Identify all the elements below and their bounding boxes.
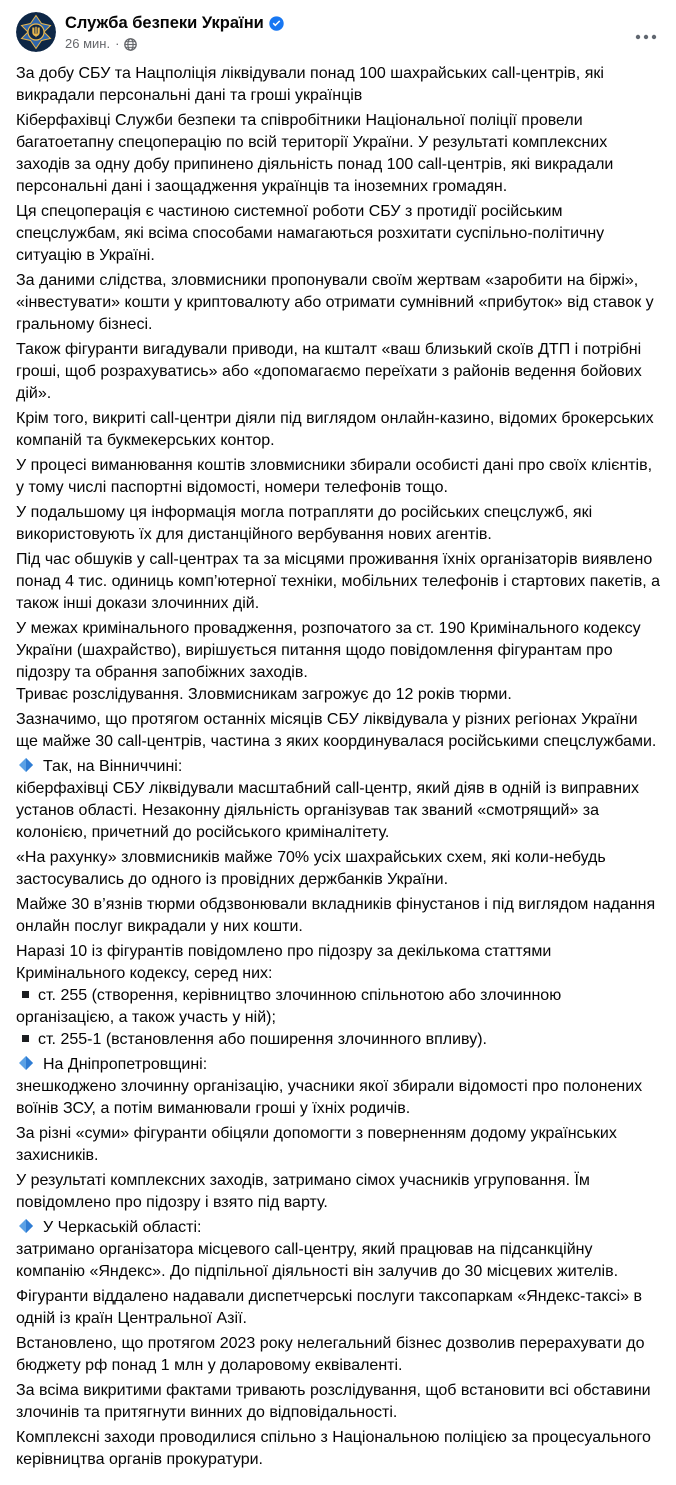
text-line <box>16 549 660 615</box>
text-line <box>16 618 660 684</box>
post-paragraph <box>16 1427 660 1471</box>
post-paragraph <box>16 63 660 107</box>
post-paragraph <box>16 339 660 405</box>
sbu-emblem-icon <box>16 39 56 52</box>
text-line <box>16 1170 660 1214</box>
post-paragraph <box>16 1123 660 1167</box>
text-line <box>16 455 660 499</box>
text-line <box>16 502 660 546</box>
paragraph-text: Фігуранти віддалено надавали диспетчерські послуги таксопаркам «Яндекс-таксі» в одній із країн Центральної Азії. <box>16 1288 642 1327</box>
text-line <box>16 1123 660 1167</box>
text-line <box>16 1076 660 1120</box>
paragraph-text: Також фігуранти вигадували приводи, на кшталт «ваш близький скоїв ДТП і потрібні гроші, щоб розрахуватись» або «допомагаємо переїхати з районів ведення бойових дій». <box>16 341 642 402</box>
paragraph-text: Комплексні заходи проводилися спільно з Національною поліцією за процесуального керівництва органів прокуратури. <box>16 1429 651 1468</box>
post-content <box>0 54 676 1485</box>
post-paragraph <box>16 549 660 615</box>
text-line <box>16 1380 660 1424</box>
post-paragraph <box>16 1217 660 1283</box>
text-line <box>16 1239 660 1283</box>
post-paragraph <box>16 408 660 452</box>
post-paragraph <box>16 502 660 546</box>
blue-diamond-bullet-icon <box>19 1218 33 1232</box>
bulleted-line <box>16 756 660 778</box>
paragraph-text: Встановлено, що протягом 2023 року нелегальний бізнес дозволив перерахувати до бюджету рф понад 1 млн у доларовому еквіваленті. <box>16 1335 645 1374</box>
post-paragraph <box>16 1333 660 1377</box>
paragraph-text: За всіма викритими фактами тривають розслідування, щоб встановити всі обставини злочинів та притягнути винних до відповідальності. <box>16 1382 651 1421</box>
text-line <box>16 63 660 107</box>
paragraph-text: Під час обшуків у call-центрах та за місцями проживання їхніх організаторів виявлено понад 4 тис. одиниць комп’ютерної техніки, мобільних телефонів і стартових пакетів, а також інші докази злочинних дій. <box>16 551 661 612</box>
paragraph-text: За добу СБУ та Нацполіція ліквідували понад 100 шахрайських call-центрів, які викрадали персональні дані та гроші українців <box>16 65 604 104</box>
text-line <box>16 709 660 753</box>
paragraph-text: затримано організатора місцевого call-центру, який працював на підсанкційну компанію «Яндекс». До підпільної діяльності він залучив до 30 місцевих жителів. <box>16 1241 619 1280</box>
blue-diamond-bullet-icon <box>19 1055 33 1069</box>
author-row <box>65 13 284 33</box>
paragraph-text: Кіберфахівці Служби безпеки та співробітники Національної поліції провели багатоетапну спецоперацію по всій території України. У результаті комплексних заходів за одну добу припинено діяльність понад 100 call-центрів, які викрадали персональні дані і заощадження українців та іноземних громадян. <box>16 112 614 195</box>
paragraph-text: «На рахунку» зловмисників майже 70% усіх шахрайських схем, які коли-небудь застосувались до одного із провідних держбанків України. <box>16 849 606 888</box>
post-paragraph <box>16 756 660 844</box>
paragraph-text: Ця спецоперація є частиною системної роботи СБУ з протидії російським спецслужбам, які всіма способами намагаються розхитати суспільно-політичну ситуацію в Україні. <box>16 203 605 264</box>
post-paragraph <box>16 894 660 938</box>
post-paragraph <box>16 1170 660 1214</box>
post-paragraph <box>16 1286 660 1330</box>
post-paragraph <box>16 941 660 1051</box>
post-options-button[interactable] <box>628 18 664 54</box>
post-paragraph <box>16 1380 660 1424</box>
post-paragraph <box>16 709 660 753</box>
text-line <box>16 1427 660 1471</box>
paragraph-text: У межах кримінального провадження, розпочатого за ст. 190 Кримінального кодексу України (шахрайство), вирішується питання щодо повідомлення фігурантам про підозру та обрання запобіжних заходів. <box>16 620 641 681</box>
paragraph-text: У подальшому ця інформація могла потрапляти до російських спецслужб, які використовують їх для дистанційного вербування нових агентів. <box>16 504 593 543</box>
meta-separator: · <box>115 36 120 51</box>
paragraph-text: ст. 255 (створення, керівництво злочинною спільнотою або злочинною організацією, а також участь у ній); <box>16 987 562 1026</box>
post-meta <box>65 36 284 52</box>
paragraph-text: Так, на Вінниччині: <box>43 758 183 775</box>
post-paragraph <box>16 847 660 891</box>
verified-badge-icon <box>269 16 284 31</box>
bulleted-line <box>16 1054 660 1076</box>
header-info <box>65 12 284 52</box>
paragraph-text: У результаті комплексних заходів, затримано сімох учасників угруповання. Їм повідомлено про підозру і взято під варту. <box>16 1172 590 1211</box>
paragraph-text: За різні «суми» фігуранти обіцяли допомогти з поверненням додому українських захисників. <box>16 1125 617 1164</box>
square-bullet-icon <box>22 1035 29 1042</box>
paragraph-text: У Черкаській області: <box>43 1219 202 1236</box>
text-line <box>16 847 660 891</box>
bulleted-line <box>16 1029 660 1051</box>
text-line <box>16 201 660 267</box>
post-paragraph <box>16 110 660 198</box>
text-line <box>16 408 660 452</box>
blue-diamond-bullet-icon <box>19 757 33 771</box>
paragraph-text: За даними слідства, зловмисники пропонували своїм жертвам «заробити на біржі», «інвестувати» кошти у криптовалюту або отримати сумнівний «прибуток» від ставок у гральному бізнесі. <box>16 272 654 333</box>
text-line <box>16 778 660 844</box>
post-paragraph <box>16 455 660 499</box>
paragraph-text: знешкоджено злочинну організацію, учасники якої збирали відомості про полонених воїнів ЗСУ, а потім виманювали гроші у їхніх родичів. <box>16 1078 643 1117</box>
post-paragraph <box>16 618 660 706</box>
text-line <box>16 941 660 985</box>
paragraph-text: Наразі 10 із фігурантів повідомлено про підозру за декількома статтями Кримінального кодексу, серед них: <box>16 943 552 982</box>
text-line <box>16 110 660 198</box>
post-paragraph <box>16 201 660 267</box>
text-line <box>16 339 660 405</box>
bulleted-line <box>16 985 660 1029</box>
text-line <box>16 894 660 938</box>
paragraph-text: Зазначимо, що протягом останніх місяців СБУ ліквідувала у різних регіонах України ще майже 30 call-центрів, частина з яких координувалася російськими спецслужбами. <box>16 711 657 750</box>
text-line <box>16 1333 660 1377</box>
text-line <box>16 684 660 706</box>
paragraph-text: Крім того, викриті call-центри діяли під виглядом онлайн-казино, відомих брокерських компаній та букмекерських контор. <box>16 410 654 449</box>
globe-icon <box>124 38 137 51</box>
paragraph-text: ст. 255-1 (встановлення або поширення злочинного впливу). <box>38 1031 487 1048</box>
text-line <box>16 270 660 336</box>
paragraph-text: У процесі виманювання коштів зловмисники збирали особисті дані про своїх клієнтів, у тому числі паспортні відомості, номери телефонів тощо. <box>16 457 653 496</box>
post-paragraph <box>16 270 660 336</box>
ellipsis-icon <box>635 27 657 45</box>
post-paragraph <box>16 1054 660 1120</box>
square-bullet-icon <box>22 991 29 998</box>
page-name-link[interactable]: Служба безпеки України <box>65 14 264 32</box>
timestamp-link[interactable]: 26 мин. <box>65 36 111 51</box>
paragraph-text: Майже 30 в’язнів тюрми обдзвонювали вкладників фінустанов і під виглядом надання онлайн послуг викрадали у них кошти. <box>16 896 656 935</box>
avatar[interactable] <box>16 12 56 52</box>
paragraph-text: Триває розслідування. Зловмисникам загрожує до 12 років тюрми. <box>16 686 512 703</box>
post-header <box>0 0 676 54</box>
paragraph-text: кіберфахівці СБУ ліквідували масштабний call-центр, який діяв в одній із виправних установ області. Незаконну діяльність організував так званий «смотрящий» за колонією, причетний до російського криміналітету. <box>16 780 639 841</box>
text-line <box>16 1286 660 1330</box>
bulleted-line <box>16 1217 660 1239</box>
paragraph-text: На Дніпропетровщині: <box>43 1056 208 1073</box>
